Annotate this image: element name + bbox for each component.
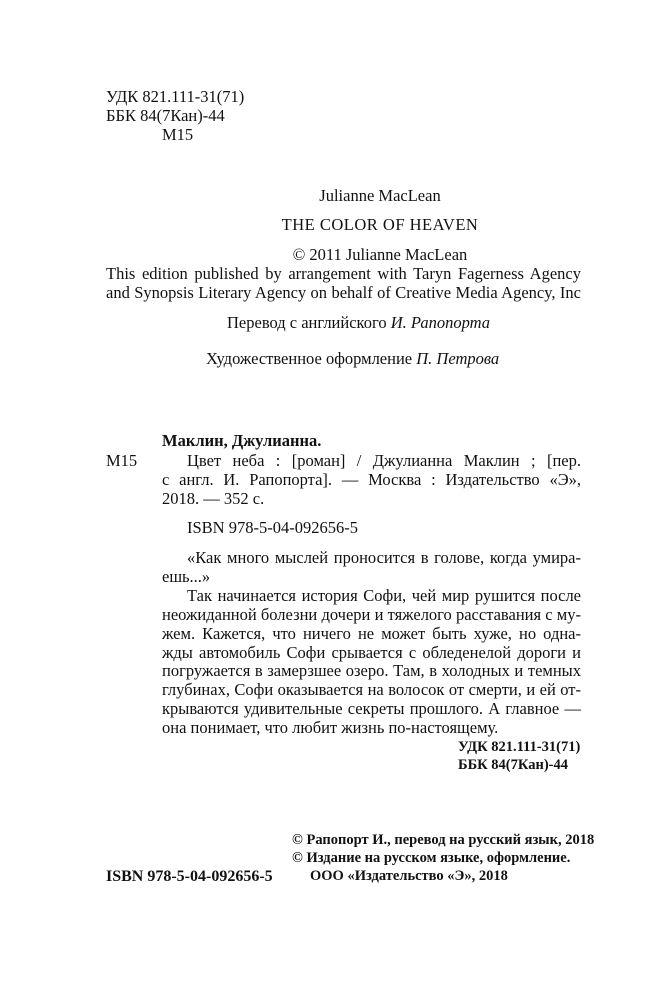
- original-title: THE COLOR OF HEAVEN: [281, 215, 479, 234]
- catalog-entry-line: 2018. — 352 с.: [162, 489, 265, 508]
- arrangement-line: and Synopsis Literary Agency on behalf of Creative Media Agency, Inc: [106, 283, 581, 302]
- catalog-entry-line: Цвет неба : [роман] / Джулианна Маклин ; [пер.: [187, 451, 581, 470]
- annotation-line: жды автомобиль Софи срывается с обледенелой дороги и: [162, 643, 581, 662]
- catalog-author-heading: Маклин, Джулианна.: [162, 431, 322, 450]
- translation-credit: [227, 313, 490, 332]
- annotation-line: крываются удивительные секреты прошлого. А главное —: [162, 699, 581, 718]
- translator-name: И. Рапопорта: [390, 313, 490, 332]
- footer-udk-code: УДК 821.111-31(71): [458, 739, 581, 755]
- copyright-edition: © Издание на русском языке, оформление.: [292, 850, 571, 866]
- annotation-line: погружается в замерзшее озеро. Там, в холодных и темных: [162, 661, 581, 680]
- annotation-line: «Как много мыслей проносится в голове, когда умира-: [187, 548, 581, 567]
- copyright-translation: © Рапопорт И., перевод на русский язык, 2018: [292, 832, 595, 848]
- author-sign: М15: [162, 125, 194, 144]
- designer-name: П. Петрова: [416, 349, 500, 368]
- annotation-line: ешь...»: [162, 567, 211, 586]
- design-label: Художественное оформление: [206, 349, 413, 368]
- design-credit: [206, 349, 499, 368]
- original-copyright: © 2011 Julianne MacLean: [292, 245, 468, 264]
- footer-bbk-code: ББК 84(7Кан)-44: [458, 757, 568, 773]
- annotation-line: неожиданной болезни дочери и тяжелого расставания с му-: [162, 605, 581, 624]
- copyright-publisher: ООО «Издательство «Э», 2018: [310, 868, 508, 884]
- catalog-sign: М15: [106, 451, 138, 470]
- catalog-isbn: ISBN 978-5-04-092656-5: [187, 518, 358, 537]
- annotation-line: Так начинается история Софи, чей мир рушится после: [187, 586, 581, 605]
- catalog-entry-line: с англ. И. Рапопорта]. — Москва : Издательство «Э»,: [162, 470, 581, 489]
- annotation-line: жем. Кажется, что ничего не может быть хуже, но одна-: [162, 624, 581, 643]
- udk-code: УДК 821.111-31(71): [106, 87, 245, 106]
- translation-label: Перевод с английского: [227, 313, 387, 332]
- annotation-line: глубинах, Софи оказывается на волосок от смерти, и ей от-: [162, 680, 581, 699]
- imprint-isbn: ISBN 978-5-04-092656-5: [106, 868, 273, 885]
- bbk-code: ББК 84(7Кан)-44: [106, 106, 225, 125]
- original-author: Julianne MacLean: [319, 186, 441, 205]
- annotation-line: она понимает, что любит жизнь по-настоящему.: [162, 718, 499, 737]
- arrangement-line: This edition published by arrangement with Taryn Fagerness Agency: [106, 264, 581, 283]
